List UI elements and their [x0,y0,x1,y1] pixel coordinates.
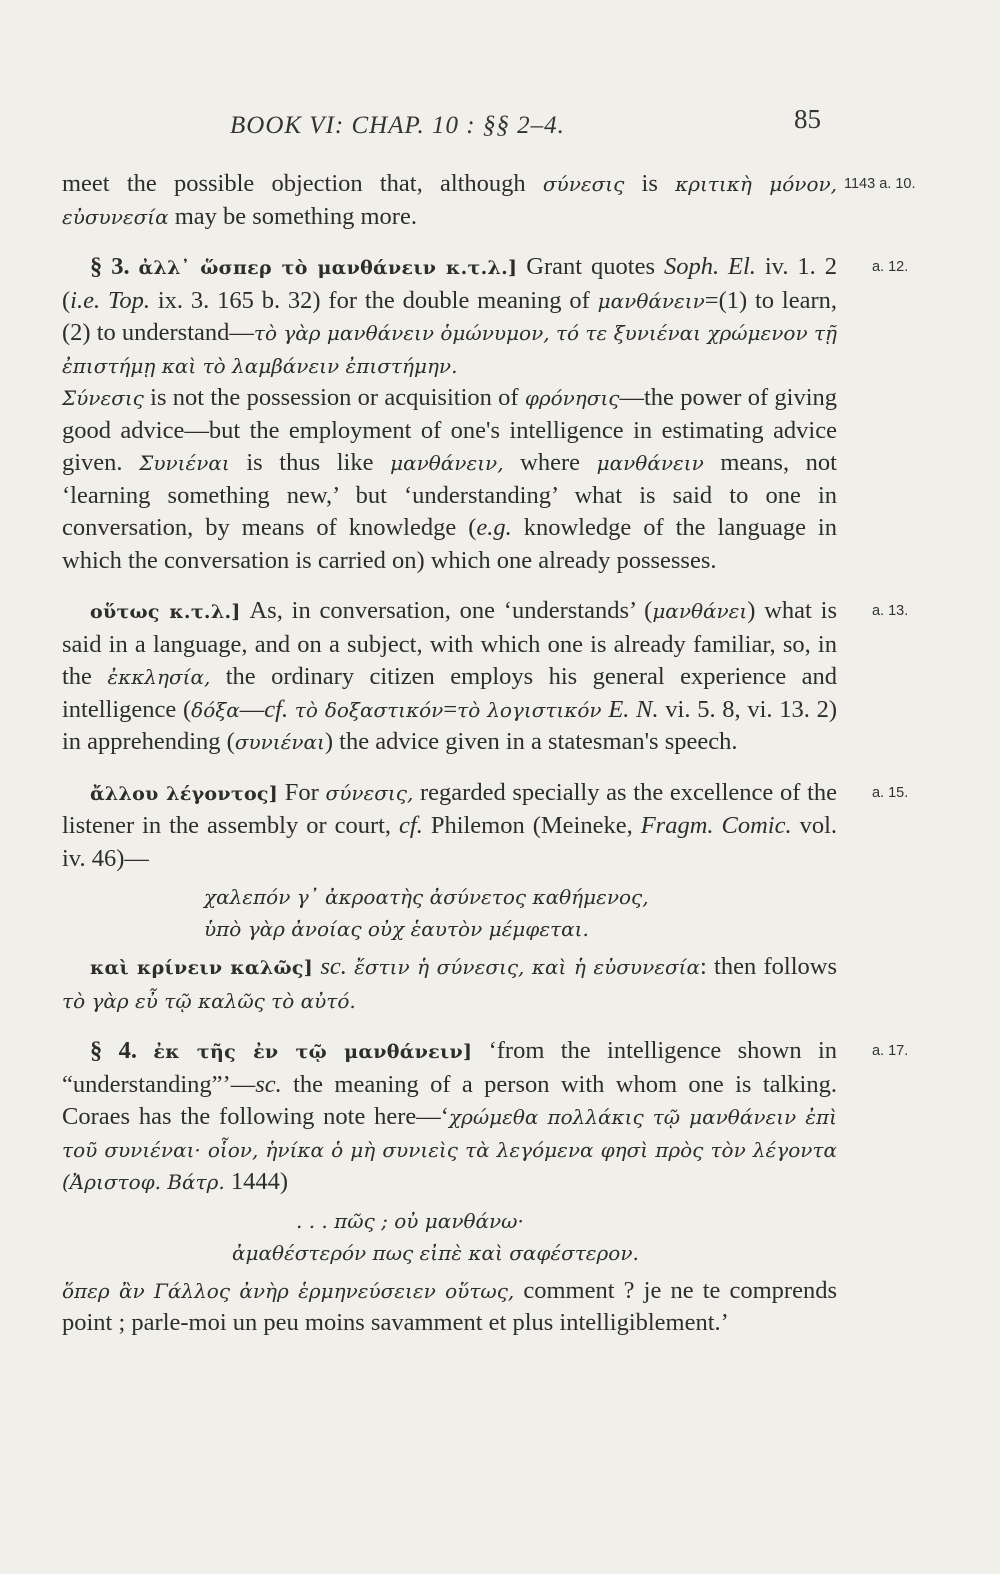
text: regarded specially as the excellence [413,778,774,806]
greek-text: ὅπερ ἂν Γάλλος ἀνὴρ ἑρμηνεύσειεν οὕτως, [62,1278,515,1303]
greek-text: σύνεσις [542,172,625,196]
paragraph-8 [62,1275,837,1340]
verse-quotation [204,881,837,945]
verse-quotation [232,1205,837,1269]
greek-text: εὐσυνεσία [62,204,169,229]
text: Grant quotes [517,253,664,280]
text: where [503,449,597,476]
lemma: ἀλλ᾽ ὥσπερ τὸ μανθάνειν κ.τ.λ.] [138,257,518,279]
paragraph-4 [62,595,909,759]
text: —the power of giving good advice—but the employment of one's intelligence in estimating advice given. [62,384,837,476]
text: the meaning of a person with whom one is talking. Coraes has the following note here—‘ [62,1070,837,1130]
greek-text: Σύνεσις [62,386,144,410]
paragraph-3 [62,382,837,577]
text: is thus like [229,449,391,476]
greek-text: χρώμεθα πολλάκις τῷ μανθάνειν ἐπὶ τοῦ συνιέναι· οἷον, ἡνίκα ὁ μὴ συνιεὶς τὰ λεγόμενα φησὶ πρὸς τὸν λέγοντα (Ἀριστοφ. Βάτρ. [62,1105,837,1194]
text: knowledge of the language in which the conversation is carried on) which one already possesses. [62,514,837,574]
text: is [624,170,676,197]
text: vol. iv. 46)— [62,812,838,872]
lemma: ἄλλου λέγοντος] [90,782,279,805]
text: As, in conversation, one ‘understands’ ( [240,597,653,624]
paragraph-6 [62,951,837,1017]
text: may be something more. [168,202,417,230]
italic-text: sc. [320,953,347,980]
paragraph-7 [62,1035,909,1199]
margin-reference: 1143 a. 10. [844,176,916,192]
verse-line: ὑπὸ γὰρ ἀνοίας οὐχ ἑαυτὸν μέμφεται. [204,917,589,941]
lemma: ἐκ τῆς ἐν τῷ μανθάνειν] [153,1041,473,1063]
italic-text: Soph. El. [663,253,756,280]
running-head: BOOK VI: CHAP. 10 : §§ 2–4. [230,112,565,139]
italic-text: Fragm. Comic. [640,812,792,839]
lemma: καὶ κρίνειν καλῶς] [90,957,314,979]
text: Philemon (Meineke, [422,812,641,839]
greek-text: ἔστιν ἡ σύνεσις, καὶ ἡ εὐσυνεσία [354,955,700,979]
text: For [278,778,326,806]
text: “understanding”’— [62,1070,256,1098]
verse-line: ἀμαθέστερόν πως εἰπὲ καὶ σαφέστερον. [232,1240,639,1265]
text: what is said in a language, and on a subject, with which one is already familiar, so, in the [62,597,838,690]
text: is not the possession or acquisition of [143,384,525,411]
text: vi. 5. 8, vi. 13. 2) in apprehending ( [62,695,837,755]
margin-reference: a. 13. [872,603,909,619]
greek-text: μανθάνειν [597,288,705,313]
greek-text: τὸ λογιστικόν [457,697,602,722]
paragraph-2 [62,251,909,382]
italic-text: E. N. [608,695,659,723]
italic-text: cf. [399,812,423,839]
page-header [0,104,1000,144]
greek-text: φρόνησις [524,386,620,410]
section-marker: § 4. [90,1037,137,1064]
greek-text: τὸ γὰρ μανθάνειν ὁμώνυμον, τό τε ξυνιέναι χρώμενον τῇ ἐπιστήμῃ καὶ τὸ λαμβάνειν ἐπιστήμην. [62,321,838,378]
text [288,696,295,723]
text: ( [62,286,71,314]
greek-text: μανθάνει [652,599,748,623]
greek-text: ἐκκλησία, [107,665,211,689]
greek-text: Συνιέναι [139,451,230,475]
italic-text: i.e. Top. [70,286,150,314]
greek-text: τὸ δοξαστικόν [294,697,444,722]
text: of the listener in the assembly or court, [62,778,837,839]
lemma: οὕτως κ.τ.λ.] [90,601,241,623]
italic-text: sc. [255,1070,282,1098]
margin-reference: a. 15. [872,784,909,801]
margin-reference: a. 17. [872,1043,909,1059]
page-number: 85 [794,104,821,134]
text: =(1) to learn, (2) to understand— [62,286,838,346]
text: ‘from the intelligence shown in [472,1037,838,1064]
text: meet the possible objection that, although [62,170,543,197]
commentary-text [62,168,916,1340]
text: ix. 3. 165 b. 32) for the double meaning of [149,286,598,314]
verse-line: χαλεπόν γ᾽ ἀκροατὴς ἀσύνετος καθήμενος, [204,885,649,909]
italic-text: e.g. [476,514,512,541]
margin-reference: a. 12. [872,259,909,275]
verse-line: . . . πῶς ; οὐ μανθάνω· [296,1208,524,1233]
greek-text: κριτικὴ μόνον, [675,172,837,196]
greek-text: μανθάνειν [596,451,704,475]
text: : then follows [699,953,838,980]
greek-text: τὸ γὰρ εὖ τῷ καλῶς τὸ αὐτό. [62,988,356,1013]
text: ) the advice given in a statesman's speech. [324,728,738,755]
section-marker: § 3. [90,253,130,280]
text: — [239,695,265,723]
text: iv. 1. 2 [755,253,837,280]
text: = [443,695,458,723]
greek-text: δόξα [191,697,240,722]
text: ) [747,597,756,624]
paragraph-1 [62,168,916,233]
paragraph-5 [62,777,909,876]
greek-text: σύνεσις, [325,780,414,805]
text: means, not ‘learning something new,’ but ‘understanding’ what is said to one in conversation, by means of knowledge ( [62,449,837,541]
text: comment ? je ne te comprends point ; parle-moi un peu moins savamment et plus intelligiblement.’ [62,1276,837,1336]
greek-text: μανθάνειν, [390,451,504,475]
text: the ordinary citizen employs his general experience and intelligence ( [62,663,837,723]
greek-text: συνιέναι [234,730,325,754]
italic-text: cf. [264,695,289,723]
text: 1444) [224,1168,289,1195]
